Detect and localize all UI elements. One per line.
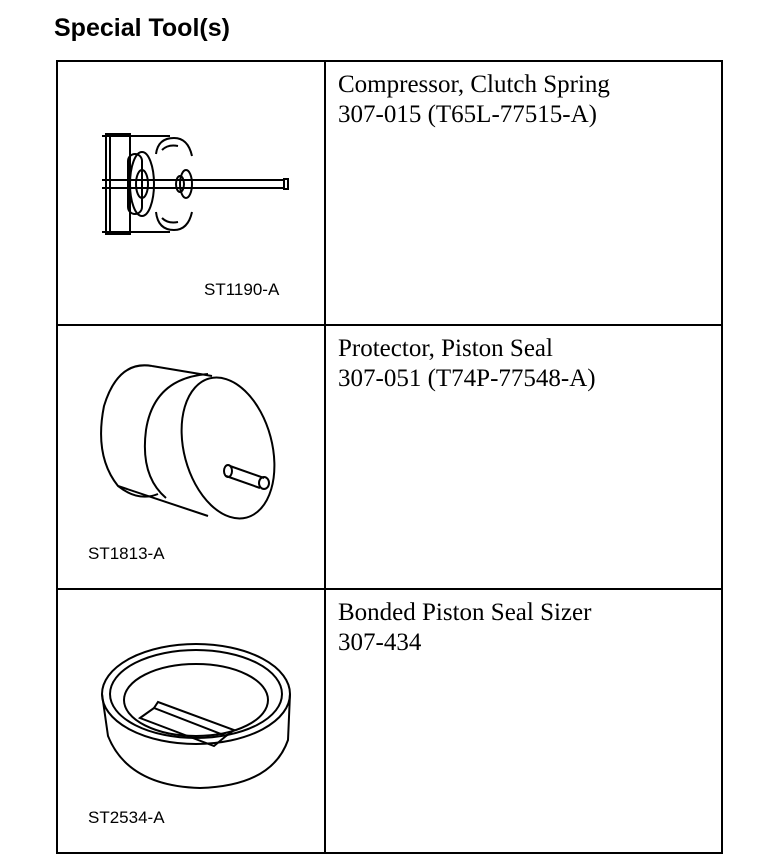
table-row [57,589,722,853]
tool-description-cell [325,61,722,325]
tool-name: Compressor, Clutch Spring [338,71,610,98]
tool-illustration-cell [57,61,325,325]
tool-description-cell [325,325,722,589]
tool-description-cell [325,589,722,853]
tool-number: 307-434 [338,629,422,656]
page-title: Special Tool(s) [54,14,230,42]
table-row [57,61,722,325]
tool-illustration-cell [57,325,325,589]
piston-seal-protector-icon [58,326,324,580]
special-tools-table [56,60,723,854]
illustration-code: ST2534-A [88,808,165,827]
table-row [57,325,722,589]
tool-illustration-cell [57,589,325,853]
tool-name: Bonded Piston Seal Sizer [338,599,592,626]
tool-number: 307-015 (T65L-77515-A) [338,101,597,128]
piston-seal-sizer-icon [58,590,324,844]
tool-name: Protector, Piston Seal [338,335,553,362]
illustration-code: ST1190-A [204,280,280,299]
clutch-spring-compressor-icon [58,62,324,316]
tool-number: 307-051 (T74P-77548-A) [338,365,596,392]
illustration-code: ST1813-A [88,544,165,563]
